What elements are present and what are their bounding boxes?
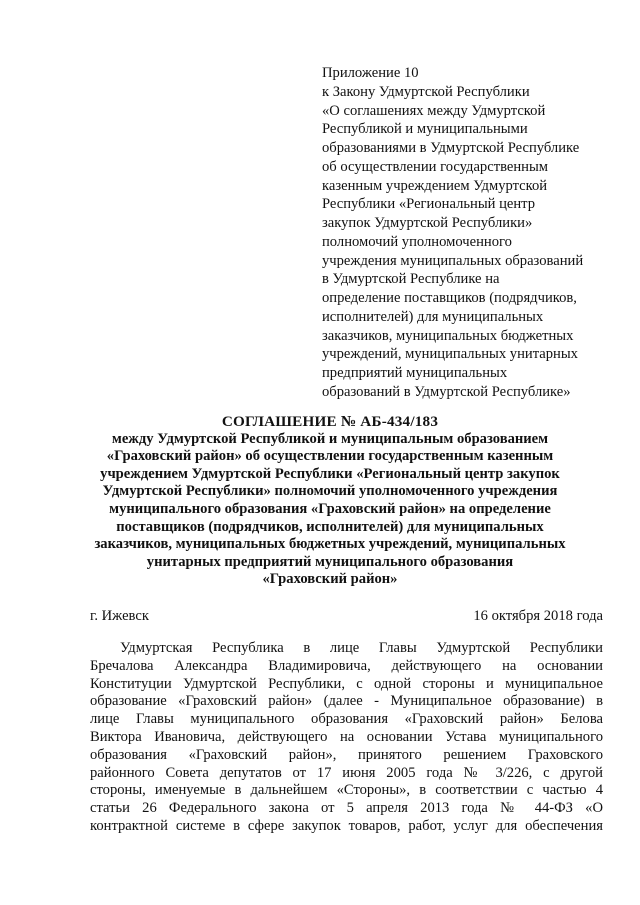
appendix-line: полномочий уполномоченного	[322, 233, 512, 250]
appendix-line: определение поставщиков (подрядчиков,	[322, 290, 577, 306]
title-line: унитарных предприятий муниципального образования	[146, 553, 514, 570]
body-line: Удмуртская Республика в лице Главы Удмуртской Республики	[120, 640, 603, 656]
title-line: «Граховский район»	[262, 571, 398, 588]
appendix-block	[322, 64, 602, 402]
appendix-line: казенным учреждением Удмуртской	[322, 177, 548, 194]
title-line: поставщиков (подрядчиков, исполнителей) для муниципальных	[116, 518, 544, 535]
title-line: «Граховский район» об осуществлении государственным казенным	[106, 448, 554, 465]
appendix-line: образований в Удмуртской Республике»	[322, 383, 571, 400]
appendix-line: Республики «Региональный центр	[322, 196, 536, 213]
body-line: образования «Граховский район», принятого решением Граховского	[90, 746, 603, 763]
title-line: учреждением Удмуртской Республики «Региональный центр закупок	[100, 465, 560, 482]
body-line: стороны, именуемые в дальнейшем «Стороны», в соответствии с частью 4	[90, 782, 603, 799]
body-line: статьи 26 Федерального закона от 5 апреля 2013 года № 44-ФЗ «О	[90, 800, 603, 817]
body-line: контрактной системе в сфере закупок товаров, работ, услуг для обеспечения	[90, 817, 603, 834]
title-line: муниципального образования «Граховский район» на определение	[109, 500, 551, 517]
appendix-line: исполнителей) для муниципальных	[322, 308, 544, 325]
appendix-line: закупок Удмуртской Республики»	[322, 215, 533, 231]
appendix-line: учреждений, муниципальных унитарных	[322, 346, 578, 363]
body-line: Бречалова Александра Владимировича, действующего на основании	[90, 657, 603, 674]
body-line: районного Совета депутатов от 17 июня 2005 года № 3/226, с другой	[90, 764, 603, 781]
body-line: Конституции Удмуртской Республики, с одной стороны и муниципальное	[90, 675, 603, 692]
appendix-line: Республикой и муниципальными	[322, 121, 528, 138]
title-line: Удмуртской Республики» полномочий уполномоченного учреждения	[102, 483, 558, 500]
body-paragraph	[90, 640, 603, 836]
title-line: между Удмуртской Республикой и муниципальным образованием	[111, 430, 549, 447]
appendix-line: Приложение 10	[322, 65, 419, 81]
appendix-line: в Удмуртской Республике на	[322, 271, 500, 288]
title-line: заказчиков, муниципальных бюджетных учреждений, муниципальных	[94, 536, 566, 553]
agreement-heading: СОГЛАШЕНИЕ № АБ-434/183	[221, 413, 439, 430]
appendix-line: заказчиков, муниципальных бюджетных	[322, 327, 574, 344]
appendix-line: образованиями в Удмуртской Республике	[322, 140, 580, 156]
body-line: Виктора Ивановича, действующего на основании Устава муниципального	[90, 728, 603, 745]
body-line: лице Главы муниципального образования «Граховский район» Белова	[90, 711, 603, 728]
body-line: образование «Граховский район» (далее - Муниципальное образование) в	[90, 693, 603, 710]
appendix-line: предприятий муниципальных	[322, 365, 508, 381]
appendix-line: учреждения муниципальных образований	[322, 252, 584, 269]
place-text: г. Ижевск	[90, 608, 149, 624]
appendix-line: «О соглашениях между Удмуртской	[322, 102, 546, 119]
appendix-line: к Закону Удмуртской Республики	[322, 83, 530, 100]
appendix-line: об осуществлении государственным	[322, 158, 549, 175]
agreement-title	[60, 413, 600, 589]
date-text: 16 октября 2018 года	[473, 608, 603, 624]
